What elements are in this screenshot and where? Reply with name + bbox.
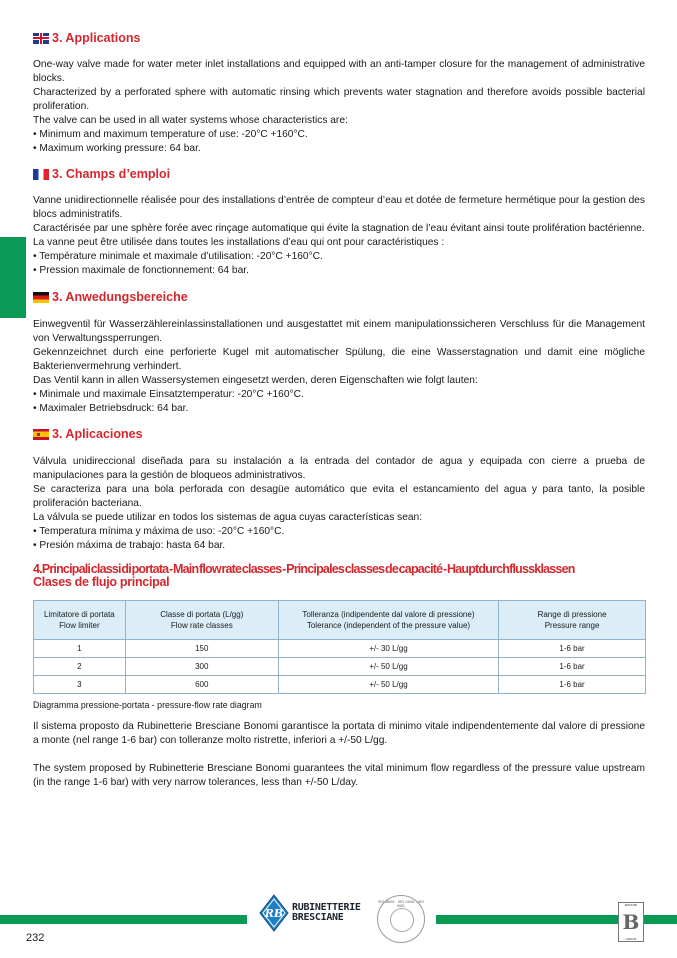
brand-line: BRESCIANE [292, 912, 344, 923]
cell-tolerance: +/- 50 L/gg [278, 676, 498, 694]
france-flag-icon [33, 169, 49, 180]
column-header [125, 601, 278, 640]
rb-monogram: RB [264, 907, 284, 920]
cell-pressure-range: 1-6 bar [499, 676, 646, 694]
germany-flag-icon [33, 292, 49, 303]
table-row [34, 658, 646, 676]
bonomi-top-text: BONOMI [624, 903, 638, 907]
section-applications-es [33, 426, 645, 553]
bullet-item: • Minimale und maximale Einsatztemperatur: -20°C +160°C. [33, 389, 304, 400]
section-applications-de [33, 289, 645, 416]
paragraph-en: The system proposed by Rubinetterie Bresciane Bonomi guarantees the vital minimum flow regardless of the pressure value upstream (in the range 1-6 bar) with very narrow tolerances, less than +/-50 L/day. [33, 763, 645, 788]
header-it: Tolleranza (indipendente dal valore di pressione) [302, 610, 475, 619]
bonomi-group-logo [618, 902, 644, 942]
paragraph: La vanne peut être utilisée dans toutes les installations d’eau qui ont pour caractéristiques : [33, 237, 445, 248]
flow-classes-table [33, 600, 646, 694]
heading-text: 3. Aplicaciones [52, 427, 143, 441]
section-heading [33, 166, 645, 182]
bullet-item: • Température minimale et maximale d’utilisation: -20°C +160°C. [33, 251, 323, 262]
title-line: 4.Principali classi di portata - Main flow rate classes - Principales classes de capacité - Hauptdurchflussklassen [33, 562, 575, 576]
table-header-row [34, 601, 646, 640]
uk-flag-icon [33, 33, 49, 44]
heading-text: 3. Champs d’emploi [52, 167, 171, 181]
paragraph: Se caracteriza para una bola perforada con desagüe automático que evita el estancamiento del agua y para tanto, la posible proliferación bacteriana. [33, 484, 645, 509]
column-header [34, 601, 126, 640]
rb-diamond-icon [259, 898, 289, 928]
brand-line: RUBINETTERIE [292, 902, 361, 913]
table-row [34, 640, 646, 658]
cell-flow-class: 600 [125, 676, 278, 694]
paragraph: Einwegventil für Wasserzählereinlassinstallationen und ausgestattet mit einem manipulationssicheren Verschluss für die Management von Verwaltungssperrungen. [33, 319, 645, 344]
flow-description [33, 720, 645, 790]
flow-classes-title [33, 563, 653, 589]
header-en: Flow rate classes [170, 621, 233, 630]
page-number: 232 [26, 932, 45, 944]
diagram-caption: Diagramma pressione-portata - pressure-flow rate diagram [33, 700, 262, 710]
paragraph: Válvula unidireccional diseñada para su instalación a la entrada del contador de agua y equipada con cierre a prueba de manipulaciones para la gestión de bloqueos administrativos. [33, 456, 645, 481]
paragraph: The valve can be used in all water systems whose characteristics are: [33, 115, 348, 126]
section-heading [33, 30, 645, 46]
paragraph: Vanne unidirectionnelle réalisée pour des installations d’entrée de compteur d’eau et dotée de fermeture hermétique pour la gestion des blocs administratifs. [33, 195, 646, 220]
cell-pressure-range: 1-6 bar [499, 658, 646, 676]
bullet-item: • Presión máxima de trabajo: hasta 64 bar. [33, 540, 226, 551]
header-it: Limitatore di portata [44, 610, 115, 619]
cell-pressure-range: 1-6 bar [499, 640, 646, 658]
iso-text: ISO 45001 · ISO 14001 · ISO 9001 [378, 900, 424, 908]
bonomi-bottom-text: GROUP [625, 937, 637, 941]
header-en: Pressure range [544, 621, 600, 630]
cell-limiter: 3 [34, 676, 126, 694]
column-header [499, 601, 646, 640]
bonomi-b-icon: B [622, 910, 640, 934]
paragraph: Gekennzeichnet durch eine perforierte Kugel mit automatischer Spülung, die eine Wasserstagnation und damit eine mögliche Bakterienvermehrung verhindert. [33, 347, 645, 372]
paragraph: One-way valve made for water meter inlet installations and equipped with an anti-tamper closure for the management of administrative blocks. [33, 59, 645, 84]
cell-flow-class: 300 [125, 658, 278, 676]
section-applications-fr [33, 166, 645, 278]
header-en: Flow limiter [59, 621, 100, 630]
paragraph: Characterized by a perforated sphere with automatic rinsing which prevents water stagnation and therefore avoids possible bacterial proliferation. [33, 87, 645, 112]
seal-inner-ring [390, 908, 414, 932]
section-tab-marker [0, 237, 26, 318]
paragraph: La válvula se puede utilizar en todos los sistemas de agua cuyas características sean: [33, 512, 423, 523]
cell-limiter: 1 [34, 640, 126, 658]
bullet-item: • Maximaler Betriebsdruck: 64 bar. [33, 403, 189, 414]
iso-certification-seal-icon [377, 895, 425, 943]
column-header [278, 601, 498, 640]
brand-name [292, 903, 361, 923]
paragraph-it: Il sistema proposto da Rubinetterie Bresciane Bonomi garantisce la portata di minimo vitale indipendentemente dal valore di pressione a monte (nel range 1-6 bar) con tolleranze molto ristrette, inferiori a +/-50 L/gg. [33, 721, 645, 746]
rubinetterie-bresciane-logo [259, 898, 361, 928]
title-line: Clases de flujo principal [33, 575, 170, 589]
spain-flag-icon [33, 429, 49, 440]
header-it: Range di pressione [537, 610, 607, 619]
header-en: Tolerance (independent of the pressure value) [306, 621, 471, 630]
bullet-item: • Minimum and maximum temperature of use: -20°C +160°C. [33, 129, 308, 140]
paragraph: Das Ventil kann in allen Wassersystemen eingesetzt werden, deren Eigenschaften wie folgt lauten: [33, 375, 478, 386]
cell-tolerance: +/- 50 L/gg [278, 658, 498, 676]
header-it: Classe di portata (L/gg) [160, 610, 244, 619]
heading-text: 3. Anwedungsbereiche [52, 290, 188, 304]
paragraph: Caractérisée par une sphère forée avec rinçage automatique qui évite la stagnation de l’eau évitant ainsi toute prolifération bactérienne. [33, 223, 645, 234]
footer-bar [0, 915, 247, 924]
section-applications-en [33, 30, 645, 156]
cell-limiter: 2 [34, 658, 126, 676]
section-heading [33, 289, 645, 305]
cell-flow-class: 150 [125, 640, 278, 658]
bullet-item: • Temperatura mínima y máxima de uso: -20°C +160°C. [33, 526, 285, 537]
table-row [34, 676, 646, 694]
bullet-item: • Maximum working pressure: 64 bar. [33, 143, 201, 154]
bullet-item: • Pression maximale de fonctionnement: 64 bar. [33, 265, 249, 276]
section-heading [33, 426, 645, 442]
heading-text: 3. Applications [52, 31, 141, 45]
cell-tolerance: +/- 30 L/gg [278, 640, 498, 658]
